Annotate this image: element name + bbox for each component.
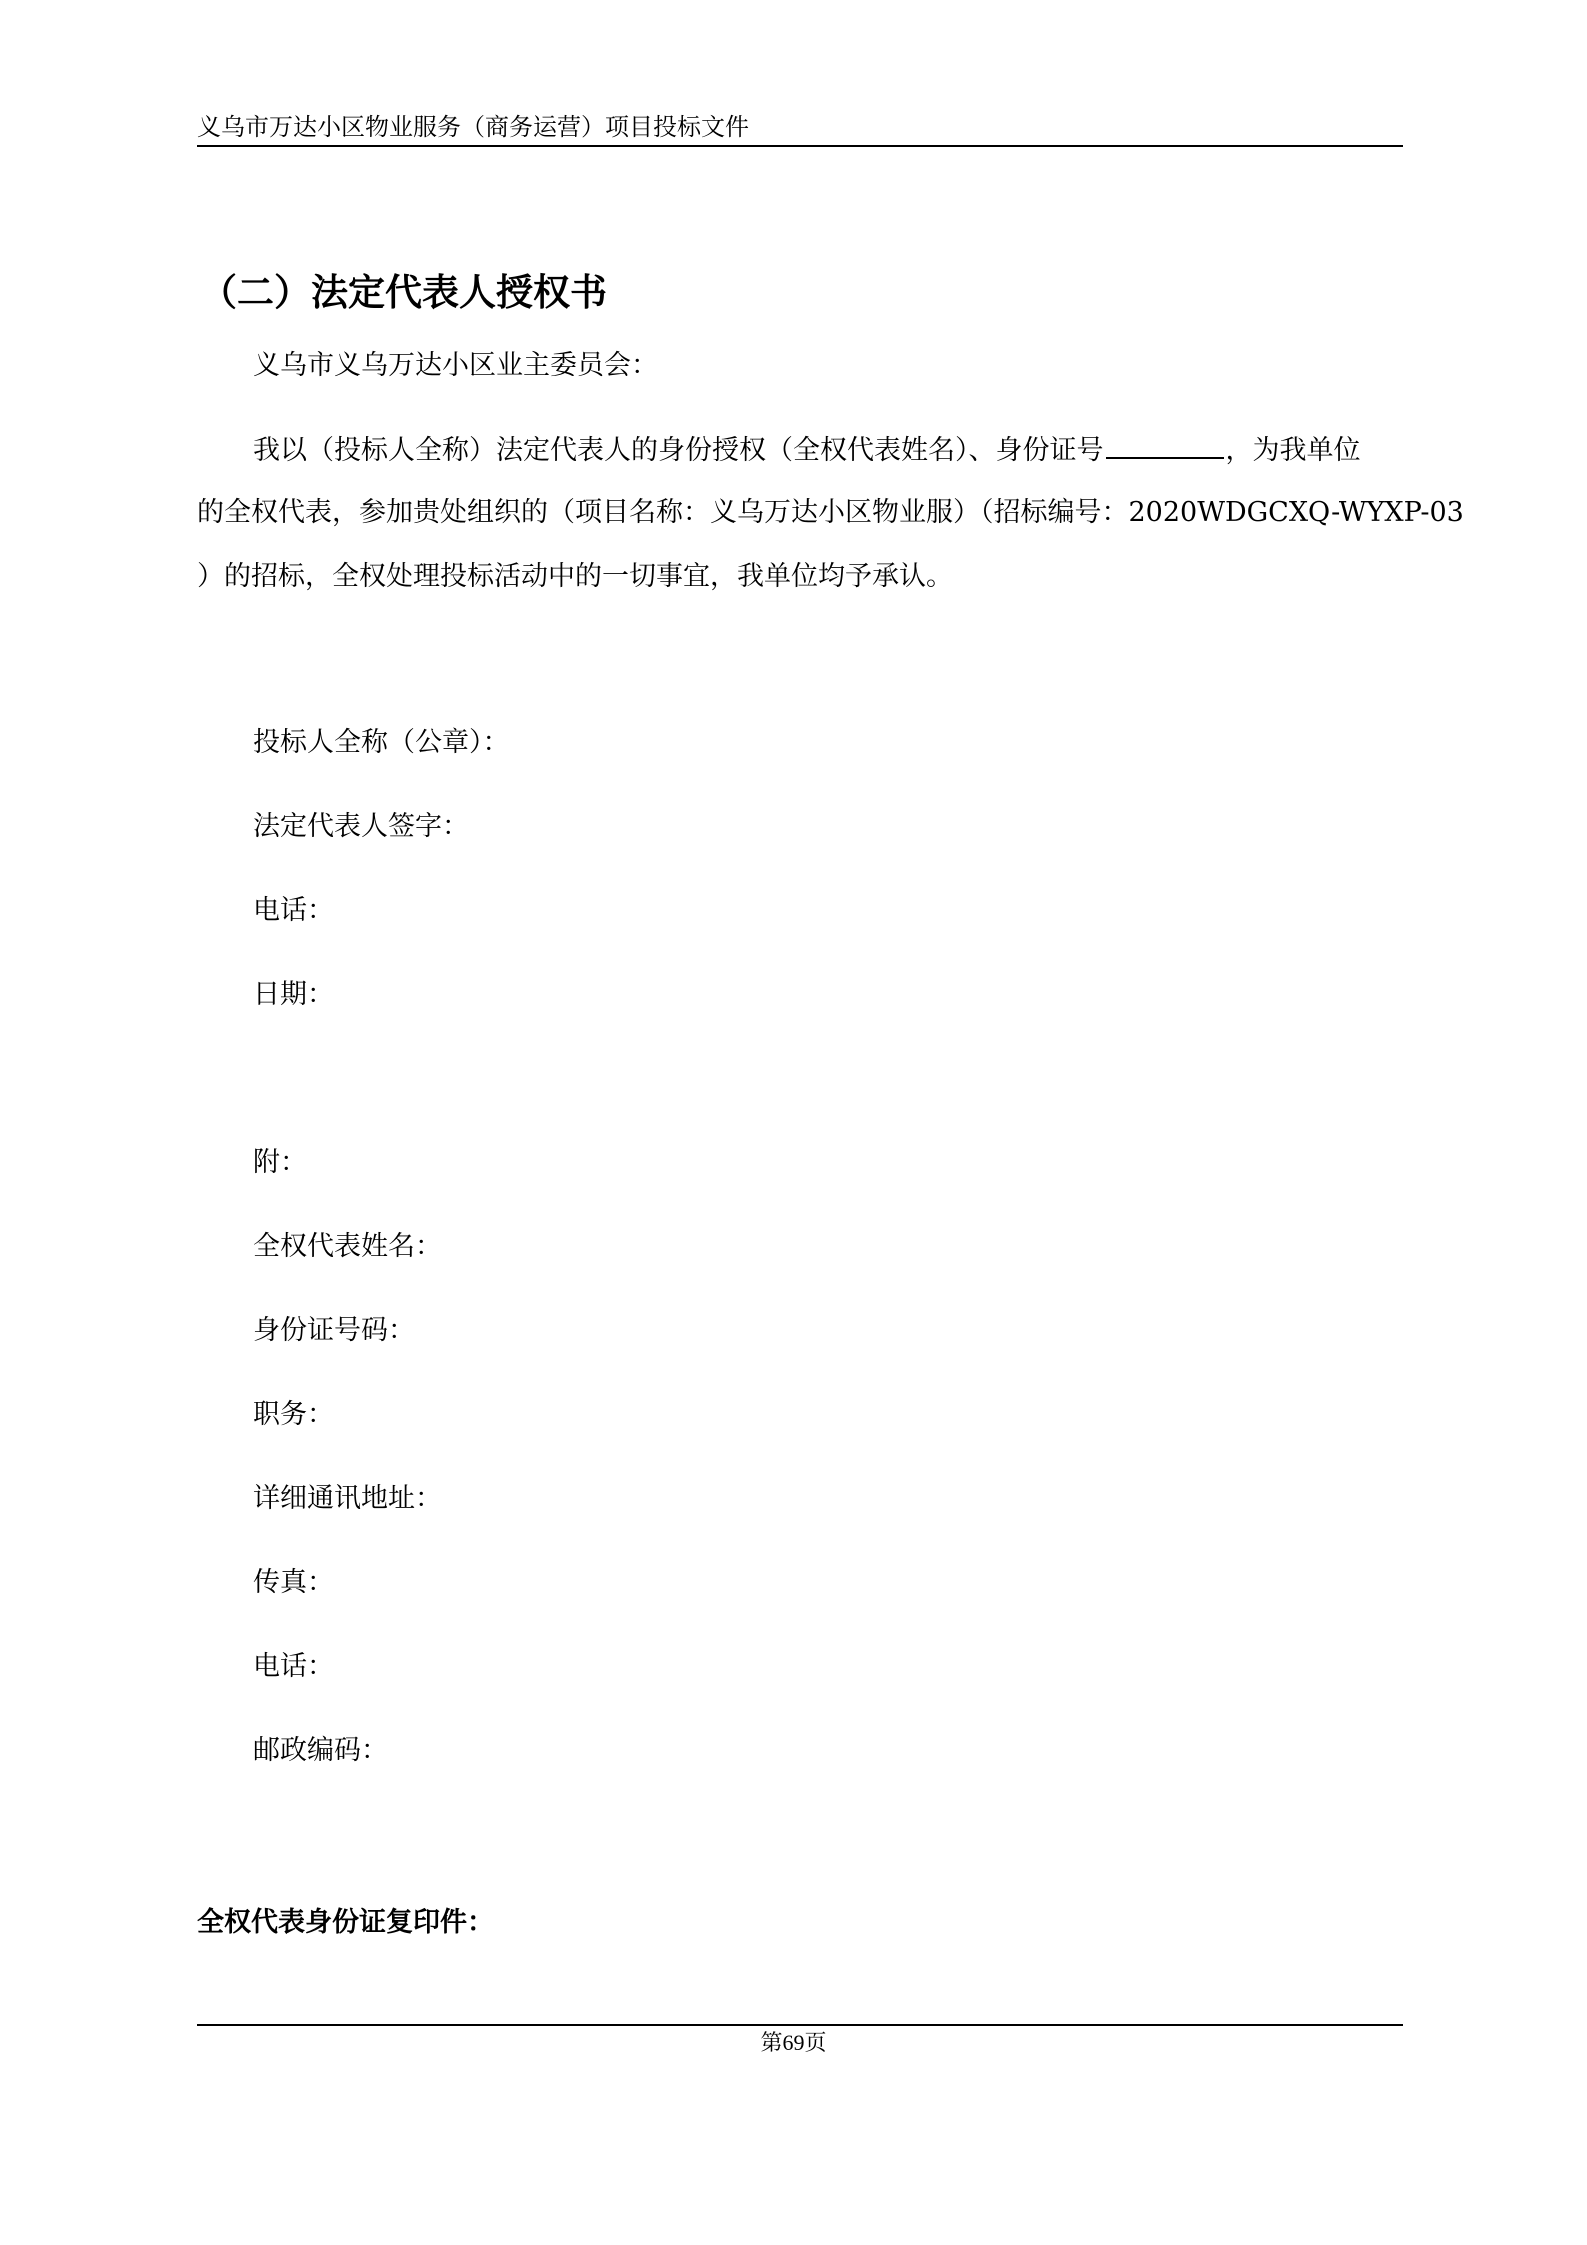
phone-field: 电话： [253, 895, 334, 926]
authorization-line-2: 的全权代表，参加贵处组织的（项目名称：义乌万达小区物业服）（招标编号：2020WDGCXQ-WYXP-03 [197, 497, 1464, 528]
page-suffix: 页 [804, 2031, 827, 2056]
date-field: 日期： [253, 979, 334, 1010]
header-rule [197, 145, 1403, 147]
id-copy-title: 全权代表身份证复印件： [197, 1907, 494, 1938]
id-number-field: 身份证号码： [253, 1315, 415, 1346]
proxy-name-field: 全权代表姓名： [253, 1231, 442, 1262]
bidder-name-field: 投标人全称（公章）： [253, 727, 510, 758]
page-number-value: 69 [782, 2030, 805, 2055]
running-header: 义乌市万达小区物业服务（商务运营）项目投标文件 [197, 113, 749, 141]
attachment-phone-field: 电话： [253, 1651, 334, 1682]
authorization-line-1 [253, 429, 1403, 471]
salutation: 义乌市义乌万达小区业主委员会： [253, 350, 658, 381]
address-field: 详细通讯地址： [253, 1483, 442, 1514]
footer-rule [197, 2024, 1403, 2026]
legal-rep-signature-field: 法定代表人签字： [253, 811, 469, 842]
section-title: （二）法定代表人授权书 [200, 271, 607, 314]
page-number [0, 2028, 1587, 2059]
id-number-blank [1106, 429, 1224, 459]
authorization-line-3: ）的招标，全权处理投标活动中的一切事宜，我单位均予承认。 [197, 561, 953, 592]
authorization-text-1a: 我以（投标人全称）法定代表人的身份授权（全权代表姓名）、身份证号 [253, 435, 1104, 466]
position-field: 职务： [253, 1399, 334, 1430]
page-prefix: 第 [760, 2031, 783, 2056]
attachment-label: 附： [253, 1147, 307, 1178]
authorization-text-1b: ，为我单位 [1225, 435, 1361, 466]
postal-code-field: 邮政编码： [253, 1735, 388, 1766]
fax-field: 传真： [253, 1567, 334, 1598]
